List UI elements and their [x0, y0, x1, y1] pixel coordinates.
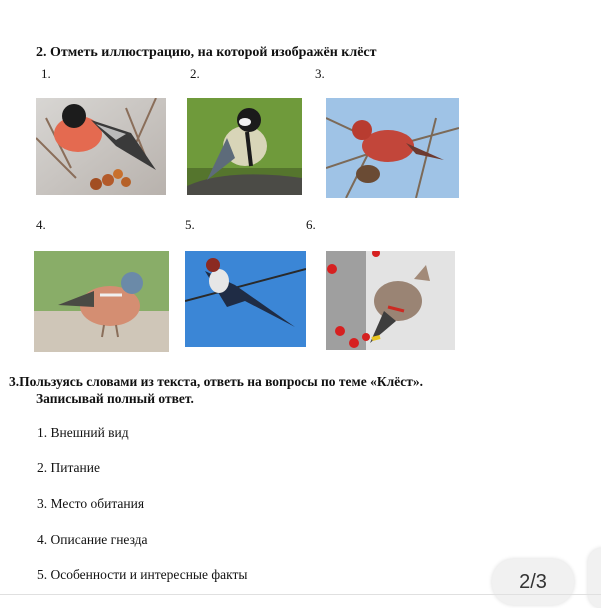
task2-title: 2. Отметь иллюстрацию, на которой изображён клёст [36, 45, 377, 60]
page-indicator-label: 2/3 [519, 571, 547, 593]
task3-subtitle: Записывай полный ответ. [36, 391, 194, 406]
list-item: 4. Описание гнезда [37, 532, 148, 547]
image-number-4: 4. [36, 217, 46, 232]
list-item: 5. Особенности и интересные факты [37, 567, 248, 582]
next-page-tab[interactable] [588, 548, 601, 608]
swallow-photo[interactable] [185, 251, 306, 347]
image-number-6: 6. [306, 217, 316, 232]
great-tit-photo[interactable] [187, 98, 302, 195]
list-item: 2. Питание [37, 460, 100, 475]
image-number-3: 3. [315, 66, 325, 81]
list-item: 1. Внешний вид [37, 425, 129, 440]
chaffinch-photo[interactable] [34, 251, 169, 352]
task3-title: 3.Пользуясь словами из текста, ответь на вопросы по теме «Клёст». [9, 374, 423, 389]
image-number-2: 2. [190, 66, 200, 81]
page-indicator [492, 559, 574, 605]
image-number-5: 5. [185, 217, 195, 232]
waxwing-photo[interactable] [326, 251, 455, 350]
bullfinch-photo[interactable] [36, 98, 166, 195]
image-number-1: 1. [41, 66, 51, 81]
crossbill-photo[interactable] [326, 98, 459, 198]
list-item: 3. Место обитания [37, 496, 145, 511]
